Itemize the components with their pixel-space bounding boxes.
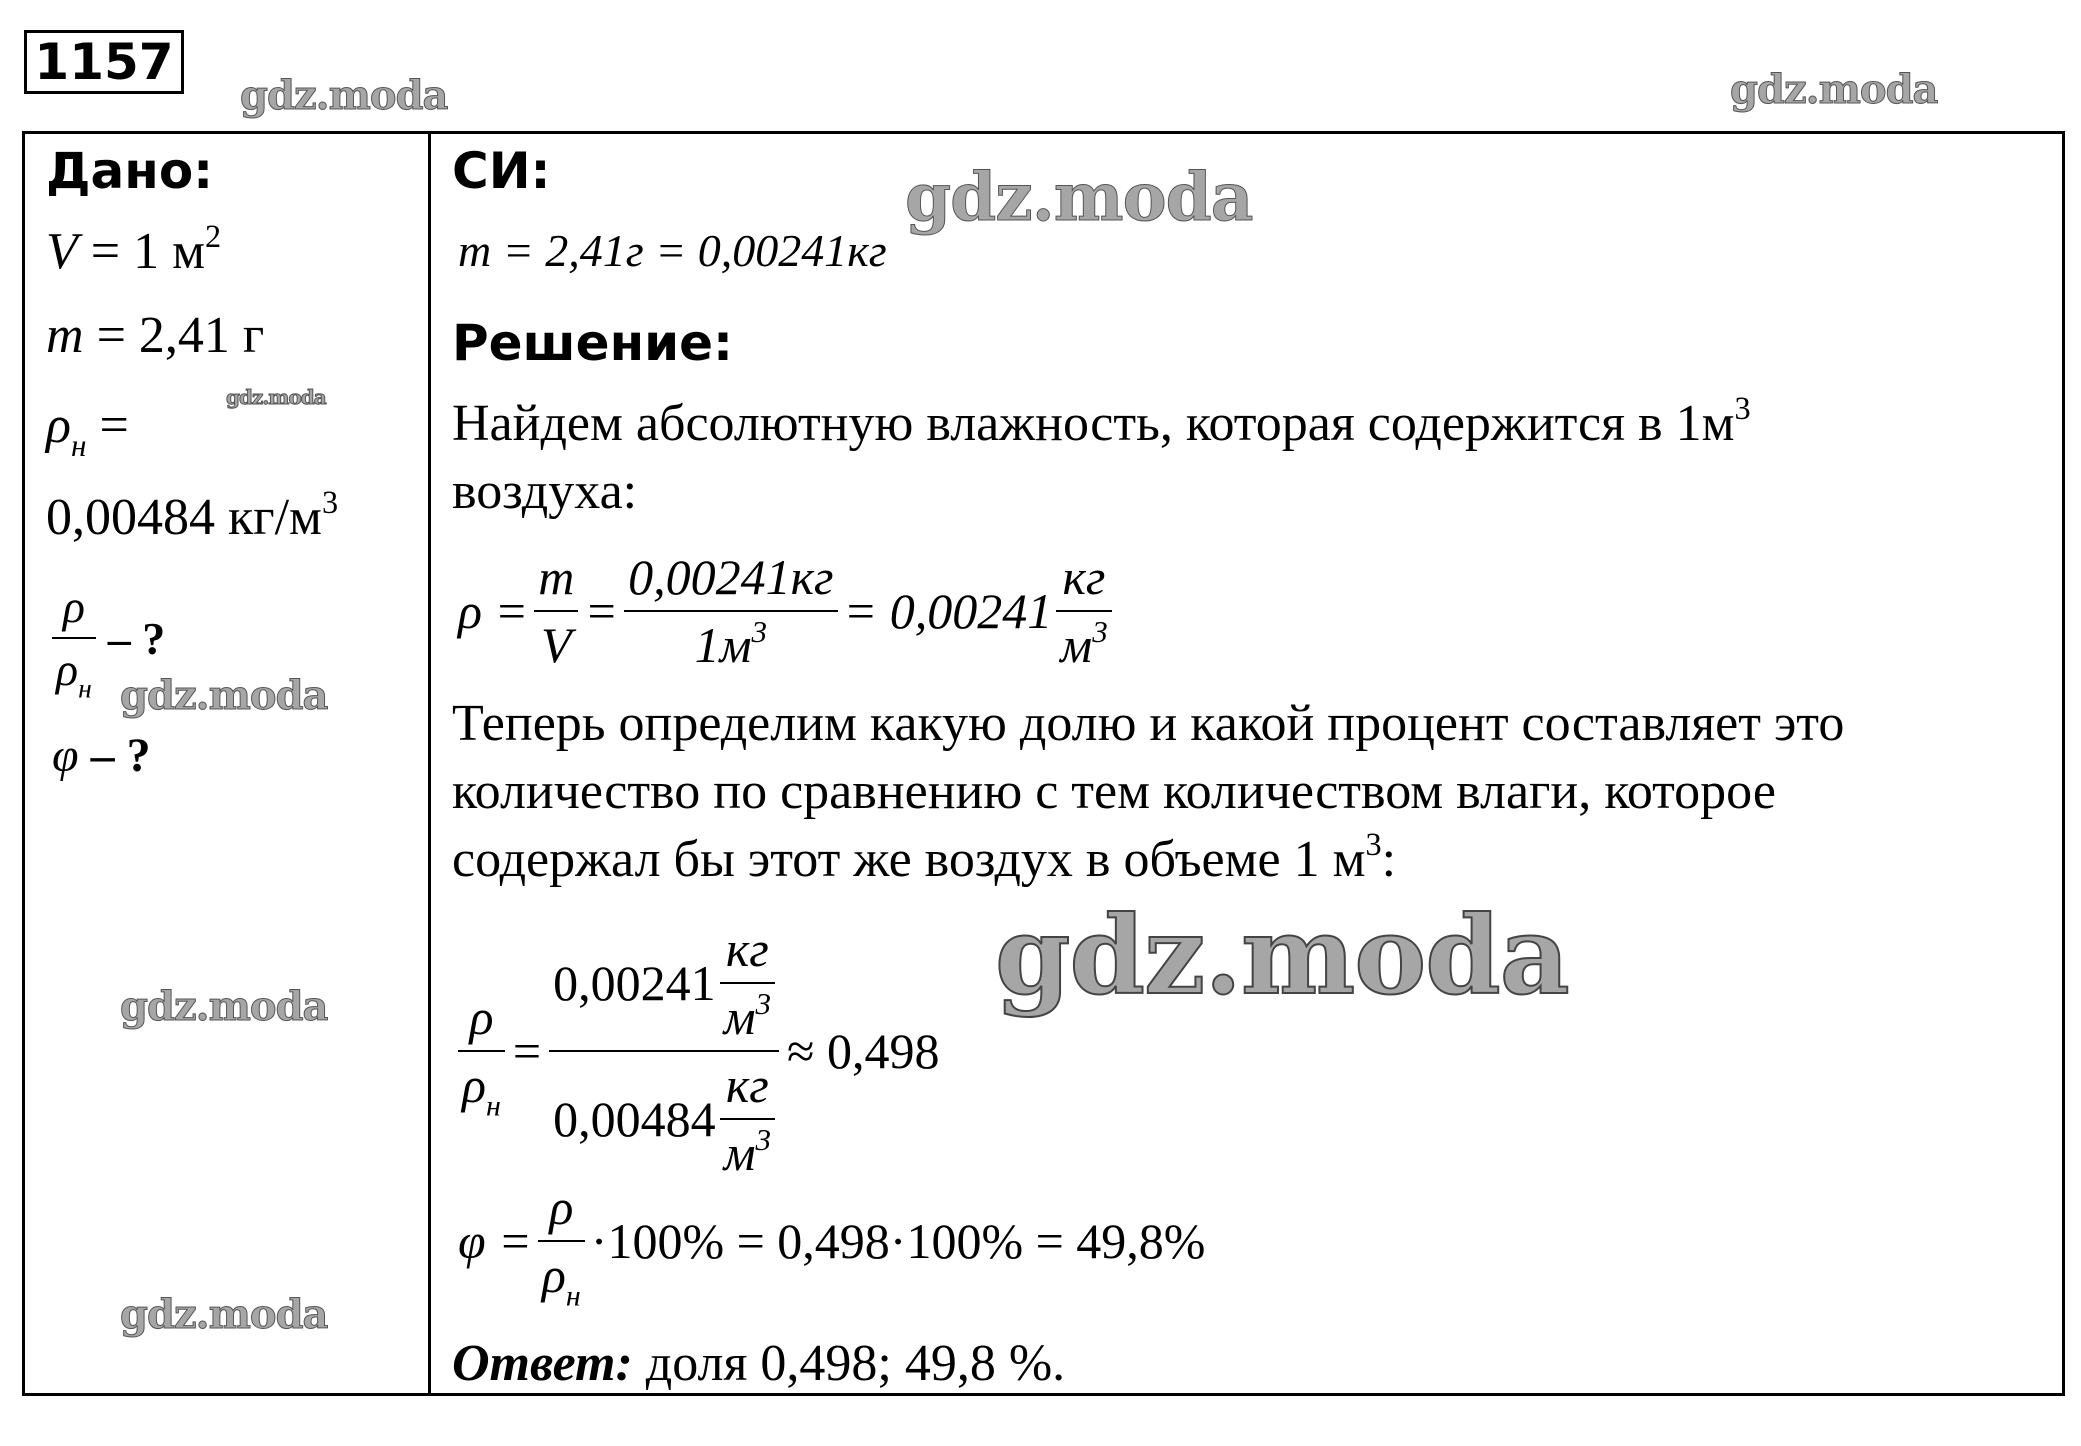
answer-text: доля 0,498; 49,8 %. (632, 1335, 1066, 1392)
watermark: gdz.moda (120, 1291, 328, 1338)
watermark: gdz.moda (120, 672, 328, 719)
formula-density: ρ = $\frac{m}{V}$ = $\frac{0,00241кг}{1м^3}$ = 0,00241 $\frac{кг}{м^3}$ (458, 548, 1112, 674)
f3-fraction: $\frac{\rho}{\rho_н}$ (538, 1178, 585, 1304)
formula-phi: φ = $\frac{\rho}{\rho_н}$ ·100% = 0,498·100% = 49,8% (458, 1179, 1206, 1313)
watermark: gdz.moda (226, 385, 326, 409)
watermark: gdz.moda (905, 158, 1253, 236)
rho-symbol: ρ (46, 397, 71, 454)
given-saturated-density-value (46, 484, 339, 547)
watermark: gdz.moda (1730, 66, 1938, 113)
rho-n-exponent: 3 (321, 484, 339, 521)
ratio-question: – ? (107, 612, 166, 664)
f1-fraction-m-v: $\frac{m}{V}$ (534, 548, 578, 674)
solution-heading: Решение: (452, 314, 734, 372)
find-ratio (52, 580, 166, 704)
watermark: gdz.moda (120, 983, 328, 1030)
rho-subscript: н (70, 428, 87, 464)
paragraph-2-line-2: количество по сравнению с тем количеством влаги, которое (452, 763, 1776, 820)
ratio-fraction (52, 580, 96, 704)
f2-lhs-fraction: $\frac{\rho}{\rho_н}$ (458, 988, 505, 1114)
rho-equals: = (99, 397, 129, 454)
watermark: gdz.moda (995, 893, 1569, 1019)
phi-symbol: φ (52, 729, 79, 782)
f1-lhs: ρ = (458, 583, 529, 639)
watermark: gdz.moda (240, 72, 448, 119)
ratio-denominator: $\rho_н$ (56, 644, 92, 704)
f1-unit-fraction: $\frac{кг}{м^3}$ (1056, 548, 1111, 674)
answer (452, 1334, 1065, 1393)
f2-result: ≈ 0,498 (787, 1023, 940, 1079)
paragraph-1-line-1: Найдем абсолютную влажность, которая содержится в $1м^3$ (452, 390, 1751, 452)
formula-ratio: $\frac{\rho}{\rho_н}$ = 0,00241 $\frac{кг}{м^3}$ 0,00484 $\frac{кг}{м^3}$ ≈ 0,498 (458, 920, 939, 1182)
answer-label: Ответ: (452, 1335, 633, 1392)
paragraph-2-line-1: Теперь определим какую долю и какой процент составляет это (452, 695, 1845, 752)
given-heading: Дано: (46, 142, 214, 200)
rho-n-value: 0,00484 кг/м (46, 489, 322, 546)
paragraph-2-line-3: содержал бы этот же воздух в объеме 1 $м^3$: (452, 826, 1397, 888)
volume-exponent: 2 (205, 218, 222, 255)
column-divider (428, 131, 431, 1396)
f2-main-fraction: 0,00241 $\frac{кг}{м^3}$ 0,00484 $\frac{кг}{м^3}$ (549, 920, 779, 1182)
ratio-numerator: ρ (52, 580, 96, 639)
si-conversion: m = 2,41г = 0,00241кг (458, 225, 887, 276)
volume-symbol: V (46, 223, 78, 280)
given-volume (46, 218, 222, 281)
mass-value: = 2,41 г (96, 307, 265, 364)
mass-symbol: m (46, 307, 84, 364)
volume-value: = 1 м (90, 223, 205, 280)
find-phi (52, 728, 151, 783)
f1-fraction-values: $\frac{0,00241кг}{1м^3}$ (624, 548, 837, 674)
given-mass (46, 306, 264, 365)
problem-number: 1157 (24, 30, 184, 94)
si-heading: СИ: (452, 142, 551, 200)
phi-question: – ? (90, 729, 151, 782)
given-saturated-density (46, 396, 129, 464)
paragraph-1-line-2: воздуха: (452, 463, 638, 520)
